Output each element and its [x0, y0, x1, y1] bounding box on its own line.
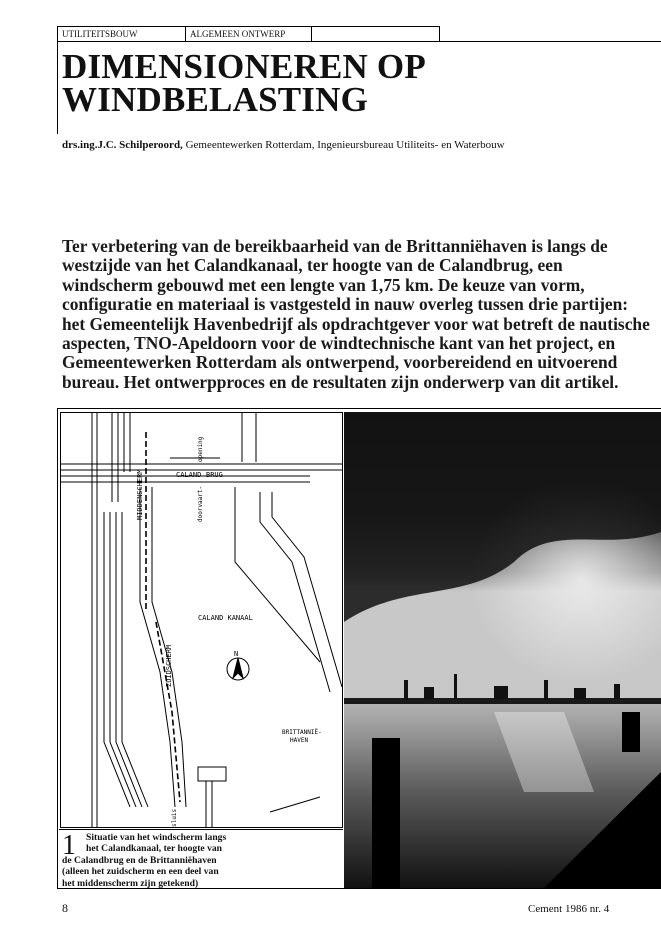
map-label-middenscherm: MIDDENSCHERM: [136, 469, 144, 520]
top-rule: [57, 41, 661, 42]
bottom-rule: [57, 888, 661, 889]
caption-line-1: Situatie van het windscherm langs: [86, 832, 227, 843]
left-rule-top: [57, 41, 58, 134]
figure-caption: [62, 832, 338, 889]
map-label-doorvaart: doorvaart-: [197, 485, 204, 522]
map-label-sluis: sluis: [171, 808, 178, 827]
map-label-opening: opening: [197, 436, 204, 462]
title-line-1: DIMENSIONEREN OP: [62, 47, 426, 86]
site-map-figure: [60, 412, 343, 828]
intro-paragraph: Ter verbetering van de bereikbaarheid van de Brittanniëhaven is langs de westzijde van het Calandkanaal, ter hoogte van de Calandbrug, een windscherm gebouwd met een lengte van 1,75 km. De keuze van vorm, configuratie en materiaal is vastgesteld in nauw overleg tussen drie partijen: het Gemeentelijk Havenbedrijf als opdrachtgever voor wat betreft de nautische aspecten, TNO-Apeldoorn voor de windtechnische kant van het project, en Gemeentewerken Rotterdam als ontwerpend, voorbereidend en uitvoerend bureau. Het ontwerpproces en de resultaten zijn onderwerp van dit artikel.: [62, 236, 650, 392]
section-header: [57, 26, 440, 42]
title-line-2: WINDBELASTING: [62, 80, 369, 119]
caption-line-4: (alleen het zuidscherm en een deel van: [62, 866, 219, 878]
author-name: drs.ing.J.C. Schilperoord,: [62, 139, 183, 151]
caption-line-2: het Calandkanaal, ter hoogte van: [86, 843, 223, 855]
map-label-kanaal: CALAND KANAAL: [198, 614, 253, 622]
caption-line-3: de Calandbrug en de Brittanniëhaven: [62, 854, 217, 866]
figure-number: 1: [62, 830, 76, 861]
map-label-north: N: [234, 650, 239, 658]
article-title: [62, 47, 622, 119]
page-number: 8: [62, 901, 68, 915]
middle-rule: [57, 408, 661, 409]
category-empty: [312, 27, 439, 41]
category-algemeen-ontwerp: ALGEMEEN ONTWERP: [186, 27, 312, 41]
map-label-brug: BRUG: [206, 471, 223, 479]
map-label-zuidscherm: ZUIDSCHERM: [165, 644, 173, 687]
left-rule-bottom: [57, 408, 58, 888]
category-utiliteitsbouw: UTILITEITSBOUW: [58, 27, 186, 41]
journal-issue: Cement 1986 nr. 4: [528, 903, 610, 915]
map-label-haven-1: BRITTANNIË-: [282, 729, 322, 736]
byline: [62, 139, 652, 151]
map-label-caland: CALAND: [176, 471, 202, 479]
harbour-photo: [344, 412, 661, 888]
author-affiliation: Gemeentewerken Rotterdam, Ingenieursbureau Utiliteits- en Waterbouw: [185, 139, 505, 151]
map-label-haven-2: HAVEN: [290, 737, 309, 744]
caption-line-5: het middenscherm zijn getekend): [62, 877, 199, 889]
